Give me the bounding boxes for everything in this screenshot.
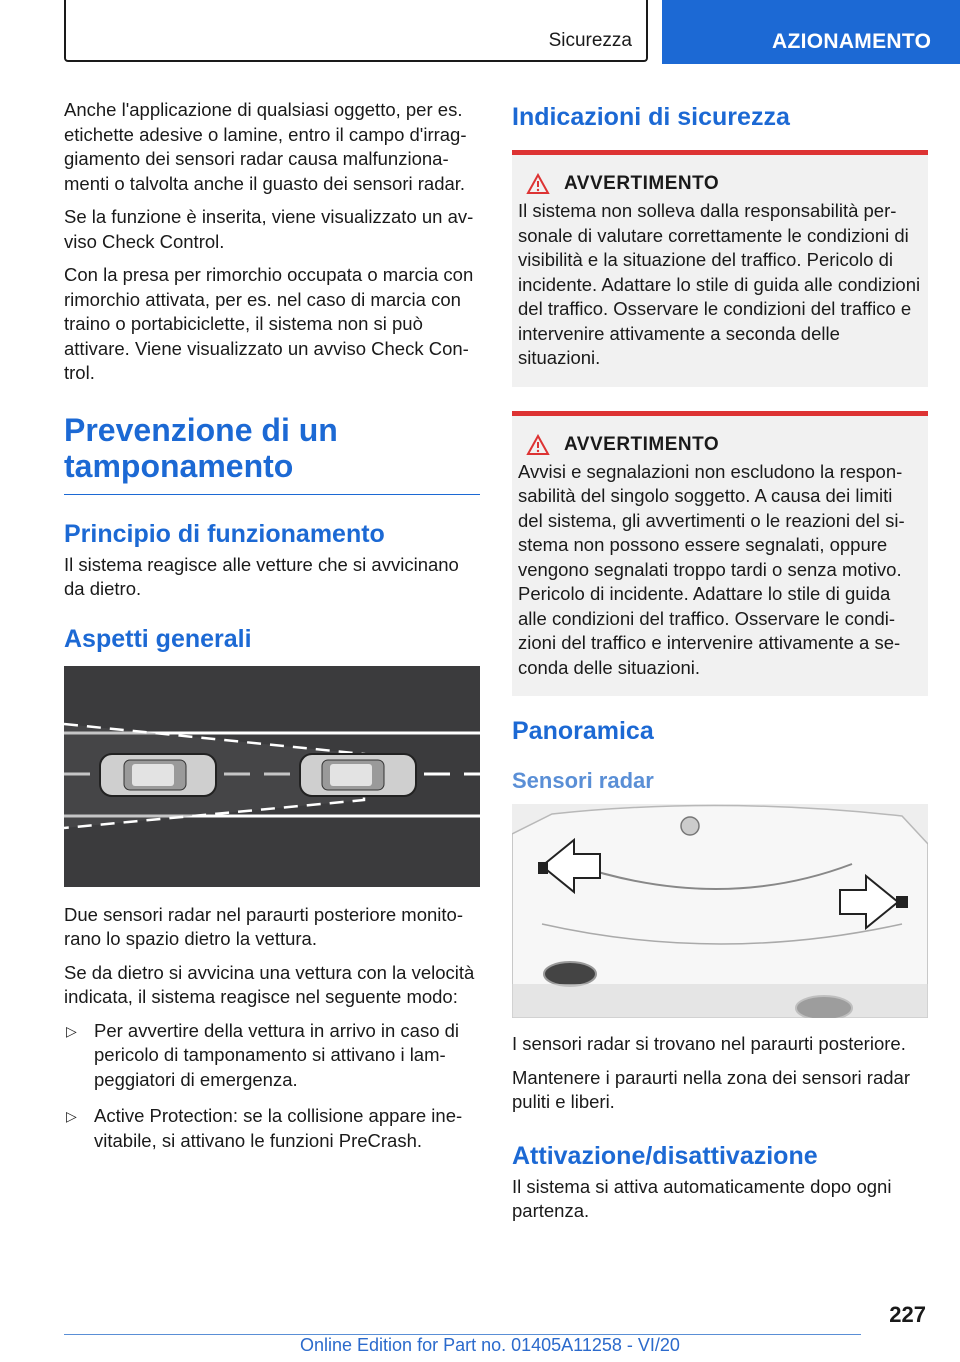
edition-link[interactable]: Online Edition for Part no. 01405A11258 - VI/20 [300,1335,680,1355]
left-column [64,98,480,1165]
sensors-title: Sensori radar [512,768,654,793]
intro-paragraph-2: Se la funzione è inserita, viene visualizzato un avviso Check Control. [64,206,474,252]
activation-text: Il sistema si attiva automaticamente dopo ogni partenza. [512,1175,892,1221]
triangle-right-bullet-icon: ▷ [66,1022,77,1039]
activation-title: Attivazione/disattivazione [512,1141,818,1170]
intro-paragraph-3: Con la presa per rimorchio occupata o marcia con rimorchio attivata, per es. nel caso di marcia con traino o portabiciclette, il sistema non si può attivare. Viene visualizzato un avviso Check Control. [64,264,474,383]
warning-label: AVVERTIMENTO [564,173,720,194]
header-section: Sicurezza [548,30,632,51]
principle-title: Principio di funzionamento [64,519,385,548]
section-title: Prevenzione di un tamponamento [64,412,480,495]
rear-car-icon [100,754,216,796]
warning-triangle-icon [526,173,550,195]
sensors-paragraph-1: I sensori radar si trovano nel paraurti posteriore. [512,1033,906,1054]
rear-bumper-figure [512,804,928,1018]
reaction-list [64,1019,480,1154]
page-number: 227 [889,1302,926,1327]
header-chapter-tab: AZIONAMENTO [662,0,960,64]
warning-text: Avvisi e segnalazioni non escludono la responsabilità del singolo soggetto. A causa dei limiti del sistema, gli avvertimenti o le reazioni del sistema non possono essere segnalati, oppure vengono segnalati troppo tardi o senza motivo. Pericolo di incidente. Adattare lo stile di guida alle condizioni del traffico. Osservare le condizioni del traffico e intervenire attivamente a seconda delle situazioni. [518,460,905,678]
intro-paragraph-1: Anche l'applicazione di qualsiasi oggetto, per es. etichette adesive o lamine, entro il campo d'irraggiamento dei sensori radar causa malfunzionamenti o talvolta anche il guasto dei sensori radar. [64,99,467,194]
list-item [64,1019,480,1093]
warning-label: AVVERTIMENTO [564,433,720,455]
header-frame [64,0,648,62]
radar-diagram-figure [64,666,480,887]
triangle-right-bullet-icon: ▷ [66,1108,77,1124]
list-item [64,1104,480,1153]
list-item-text: Per avvertire della vettura in arrivo in caso di pericolo di tamponamento si attivano i lampeggiatori di emergenza. [94,1019,460,1090]
overview-title: Panoramica [512,717,654,745]
warning-text: Il sistema non solleva dalla responsabilità personale di valutare correttamente le condizioni di visibilità e la situazione del traffico. Pericolo di incidente. Adattare lo stile di guida alle condizioni del traffico. Osservare le condizioni del traffico e intervenire attivamente a seconda delle situazioni. [518,200,921,368]
front-car-icon [300,754,416,796]
warning-triangle-icon [526,434,550,456]
road-cars-illustration [64,666,480,887]
list-item-text: Active Protection: se la collisione appare inevitabile, si attivano le funzioni PreCrash. [94,1105,463,1151]
general-title: Aspetti generali [64,624,252,653]
principle-text: Il sistema reagisce alle vetture che si avvicinano da dietro. [64,553,459,599]
warning-box-1 [512,150,928,387]
after-figure-paragraph-2: Se da dietro si avvicina una vettura con la velocità indicata, il sistema reagisce nel seguente modo: [64,961,475,1007]
warning-box-2 [512,411,928,697]
rear-bumper-illustration [512,804,928,1018]
after-figure-paragraph-1: Due sensori radar nel paraurti posteriore monitorano lo spazio dietro la vettura. [64,903,463,949]
right-column [512,98,928,1233]
sensors-paragraph-2: Mantenere i paraurti nella zona dei sensori radar puliti e liberi. [512,1066,910,1112]
safety-title: Indicazioni di sicurezza [512,103,790,131]
